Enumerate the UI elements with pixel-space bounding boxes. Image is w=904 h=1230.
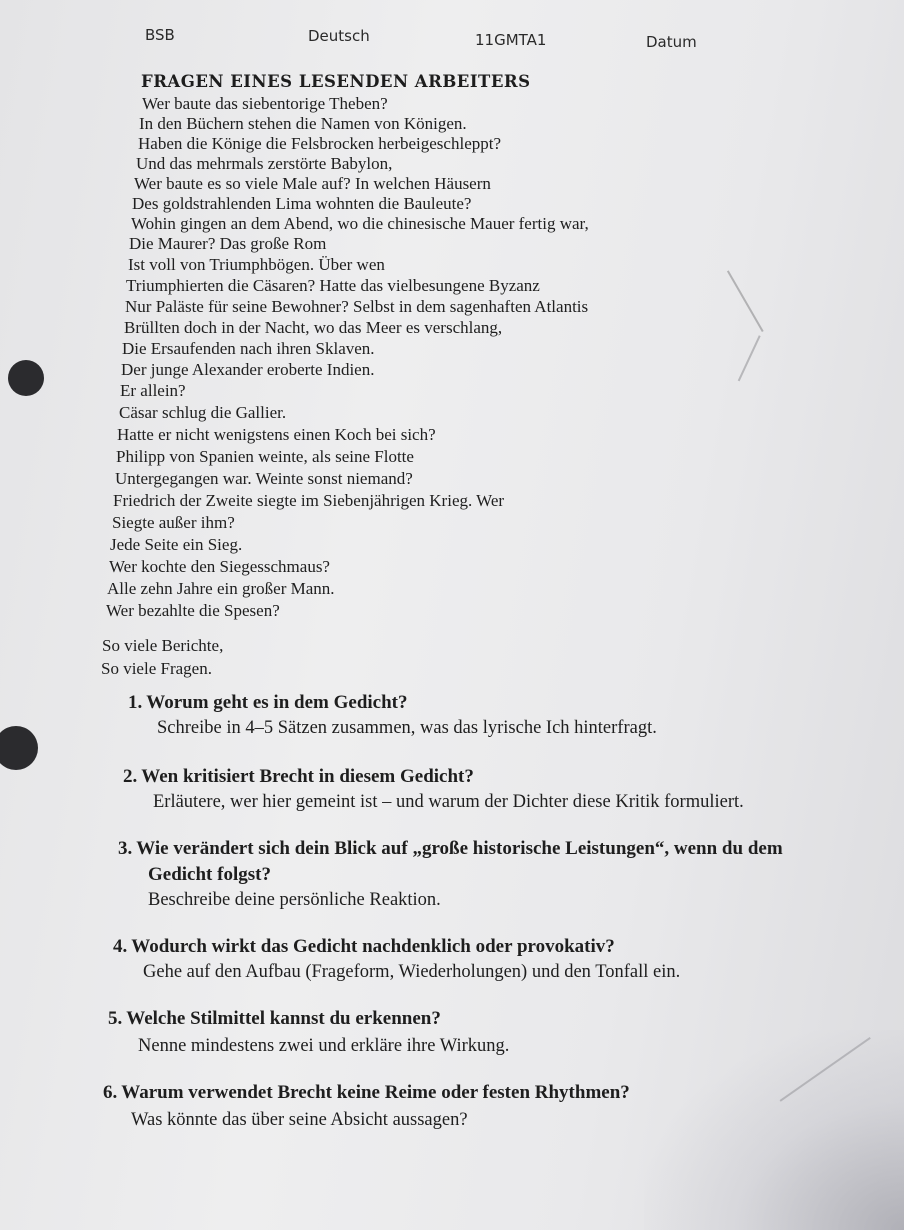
question-6 — [103, 1082, 630, 1104]
pencil-mark — [738, 335, 760, 381]
poem-line: Des goldstrahlenden Lima wohnten die Bauleute? — [132, 194, 472, 213]
poem-line: In den Büchern stehen die Namen von Königen. — [139, 114, 467, 133]
poem-line: Die Maurer? Das große Rom — [129, 234, 327, 253]
pencil-mark — [727, 270, 763, 331]
question-title: Welche Stilmittel kannst du erkennen? — [126, 1008, 441, 1029]
question-title: Wodurch wirkt das Gedicht nachdenklich oder provokativ? — [131, 936, 615, 957]
question-3 — [118, 838, 783, 860]
poem-line: Der junge Alexander eroberte Indien. — [121, 360, 375, 379]
poem-line: Er allein? — [120, 381, 186, 400]
poem-line: Jede Seite ein Sieg. — [110, 535, 243, 554]
question-3-desc — [148, 890, 441, 911]
poem-title: FRAGEN EINES LESENDEN ARBEITERS — [141, 72, 531, 91]
question-description: Gehe auf den Aufbau (Frageform, Wiederholungen) und den Tonfall ein. — [143, 962, 681, 982]
poem-line: Wer baute das siebentorige Theben? — [142, 94, 388, 113]
question-5 — [108, 1008, 441, 1030]
question-description: Schreibe in 4–5 Sätzen zusammen, was das lyrische Ich hinterfragt. — [157, 718, 657, 738]
poem-line: Haben die Könige die Felsbrocken herbeigeschleppt? — [138, 134, 502, 153]
question-1-desc — [157, 718, 657, 739]
poem-line: So viele Berichte, — [102, 636, 224, 655]
question-number: 5. — [108, 1008, 123, 1029]
poem-line: Wohin gingen an dem Abend, wo die chinesische Mauer fertig war, — [131, 214, 589, 233]
question-4 — [113, 936, 615, 958]
poem-line: Philipp von Spanien weinte, als seine Flotte — [116, 447, 414, 466]
question-description: Erläutere, wer hier gemeint ist – und warum der Dichter diese Kritik formuliert. — [153, 792, 744, 812]
poem-line: Wer bezahlte die Spesen? — [106, 601, 280, 620]
question-4-desc — [143, 962, 680, 983]
question-title: Warum verwendet Brecht keine Reime oder festen Rhythmen? — [121, 1082, 630, 1103]
poem-line: Brüllten doch in der Nacht, wo das Meer es verschlang, — [124, 318, 503, 337]
poem-line: Die Ersaufenden nach ihren Sklaven. — [122, 339, 375, 358]
poem-line: Wer kochte den Siegesschmaus? — [109, 557, 330, 576]
question-number: 1. — [128, 692, 143, 713]
question-6-desc — [131, 1110, 468, 1131]
question-description: Beschreibe deine persönliche Reaktion. — [148, 890, 441, 910]
question-description: Nenne mindestens zwei und erkläre ihre Wirkung. — [138, 1036, 510, 1056]
page-shadow — [644, 1030, 904, 1230]
question-title: Wie verändert sich dein Blick auf „große historische Leistungen“, wenn du dem — [136, 838, 783, 859]
header-subject: Deutsch — [308, 27, 370, 45]
question-number: 6. — [103, 1082, 118, 1103]
header-date-label: Datum — [646, 33, 697, 51]
question-5-desc — [138, 1036, 509, 1057]
header-school: BSB — [145, 26, 175, 44]
poem-line: Untergegangen war. Weinte sonst niemand? — [115, 469, 413, 488]
header-class: 11GMTA1 — [475, 31, 547, 49]
poem-line: Wer baute es so viele Male auf? In welchen Häusern — [134, 174, 491, 193]
poem-line: Friedrich der Zweite siegte im Siebenjährigen Krieg. Wer — [113, 491, 505, 510]
question-title: Wen kritisiert Brecht in diesem Gedicht? — [141, 766, 474, 787]
question-number: 4. — [113, 936, 128, 957]
poem-line: Cäsar schlug die Gallier. — [119, 403, 287, 422]
poem-line: So viele Fragen. — [101, 659, 212, 678]
punch-hole-top — [8, 360, 44, 396]
punch-hole-bottom — [0, 726, 38, 770]
question-description: Was könnte das über seine Absicht aussagen? — [131, 1110, 468, 1130]
poem-line: Und das mehrmals zerstörte Babylon, — [136, 154, 393, 173]
question-3-title-cont — [148, 864, 271, 886]
poem-line: Triumphierten die Cäsaren? Hatte das vielbesungene Byzanz — [126, 276, 540, 295]
poem-line: Alle zehn Jahre ein großer Mann. — [107, 579, 335, 598]
question-number: 2. — [123, 766, 138, 787]
poem-line: Hatte er nicht wenigstens einen Koch bei sich? — [117, 425, 436, 444]
question-title-continued: Gedicht folgst? — [148, 864, 271, 885]
question-number: 3. — [118, 838, 133, 859]
question-1 — [128, 692, 408, 714]
poem-line: Ist voll von Triumphbögen. Über wen — [128, 255, 385, 274]
poem-line: Nur Paläste für seine Bewohner? Selbst in dem sagenhaften Atlantis — [125, 297, 589, 316]
question-2 — [123, 766, 474, 788]
question-title: Worum geht es in dem Gedicht? — [146, 692, 408, 713]
question-2-desc — [153, 792, 744, 813]
poem-line: Siegte außer ihm? — [112, 513, 235, 532]
